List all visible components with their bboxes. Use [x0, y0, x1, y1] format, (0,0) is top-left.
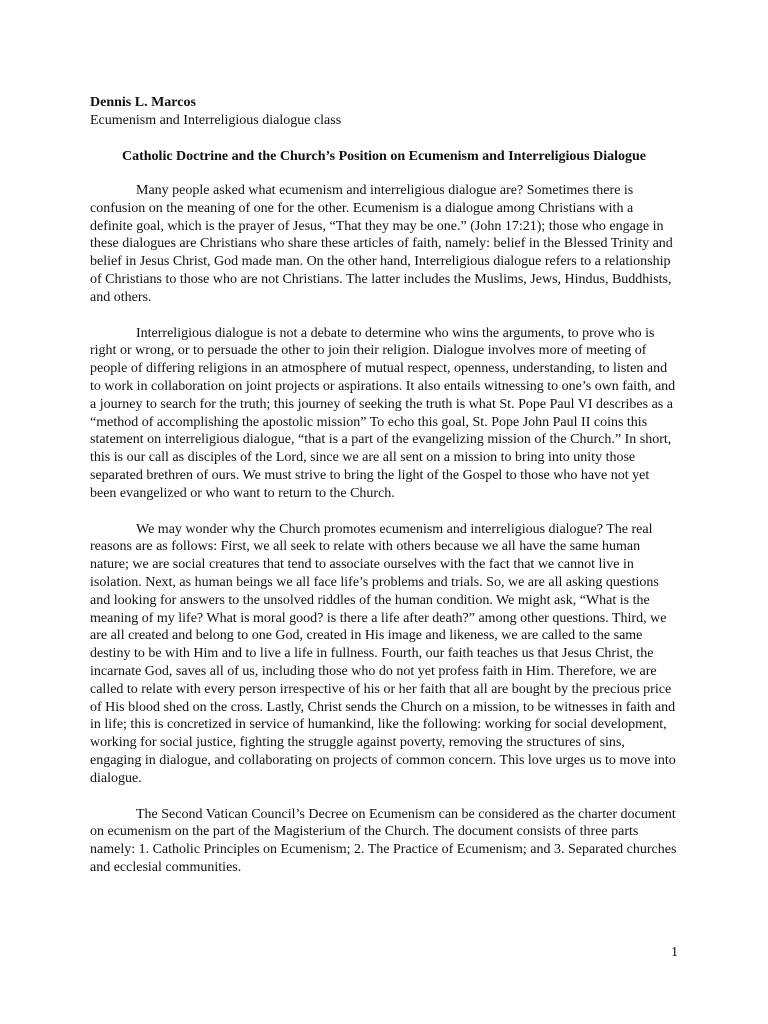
- paragraph-2: Interreligious dialogue is not a debate to determine who wins the arguments, to prove who is right or wrong, or to persuade the other to join their religion. Dialogue involves more of meeting of people of differing religions in an atmosphere of mutual respect, openness, understanding, to listen and to work in collaboration on joint projects or aspirations. It also entails witnessing to one’s own faith, and a journey to search for the truth; this journey of seeking the truth is what St. Pope Paul VI describes as a “method of accomplishing the apostolic mission” To echo this goal, St. Pope John Paul II coins this statement on interreligious dialogue, “that is a part of the evangelizing mission of the Church.” In short, this is our call as disciples of the Lord, since we are all sent on a mission to bring into unity those separated brethren of ours. We must strive to bring the light of the Gospel to those who have not yet been evangelized or who want to return to the Church.: [90, 325, 676, 501]
- page-number: 1: [671, 945, 678, 960]
- paragraph-4: The Second Vatican Council’s Decree on Ecumenism can be considered as the charter document on ecumenism on the part of the Magisterium of the Church. The document consists of three parts namely: 1. Catholic Principles on Ecumenism; 2. The Practice of Ecumenism; and 3. Separated churches and ecclesial communities.: [90, 806, 677, 875]
- course-name: Ecumenism and Interreligious dialogue class: [90, 113, 342, 128]
- document-title: Catholic Doctrine and the Church’s Position on Ecumenism and Interreligious Dialogue: [122, 149, 646, 164]
- paragraph-1: Many people asked what ecumenism and interreligious dialogue are? Sometimes there is confusion on the meaning of one for the other. Ecumenism is a dialogue among Christians with a definite goal, which is the prayer of Jesus, “That they may be one.” (John 17:21); those who engage in these dialogues are Christians who share these articles of faith, namely: belief in the Blessed Trinity and belief in Jesus Christ, God made man. On the other hand, Interreligious dialogue refers to a relationship of Christians to those who are not Christians. The latter includes the Muslims, Jews, Hindus, Buddhists, and others.: [90, 183, 673, 305]
- paragraph-3: We may wonder why the Church promotes ecumenism and interreligious dialogue? The real reasons are as follows: First, we all seek to relate with others because we all have the same human nature; we are social creatures that tend to associate ourselves with the fact that we cannot live in isolation. Next, as human beings we all face life’s problems and trials. So, we are all asking questions and looking for answers to the unsolved riddles of the human condition. We might ask, “What is the meaning of my life? What is moral good? is there a life after death?” among other questions. Third, we are all created and belong to one God, created in His image and likeness, we are called to the same destiny to be with Him and to live a life in fullness. Fourth, our faith teaches us that Jesus Christ, the incarnate God, saves all of us, including those who do not yet profess faith in Him. Therefore, we are called to relate with every person irrespective of his or her faith that all are bought by the precious price of His blood shed on the cross. Lastly, Christ sends the Church on a mission, to be witnesses in faith and in life; this is concretized in service of humankind, like the following: working for social development, working for social justice, fighting the struggle against poverty, removing the structures of sins, engaging in dialogue, and collaborating on projects of common concern. This love urges us to move into dialogue.: [90, 521, 676, 786]
- author-name: Dennis L. Marcos: [90, 95, 196, 110]
